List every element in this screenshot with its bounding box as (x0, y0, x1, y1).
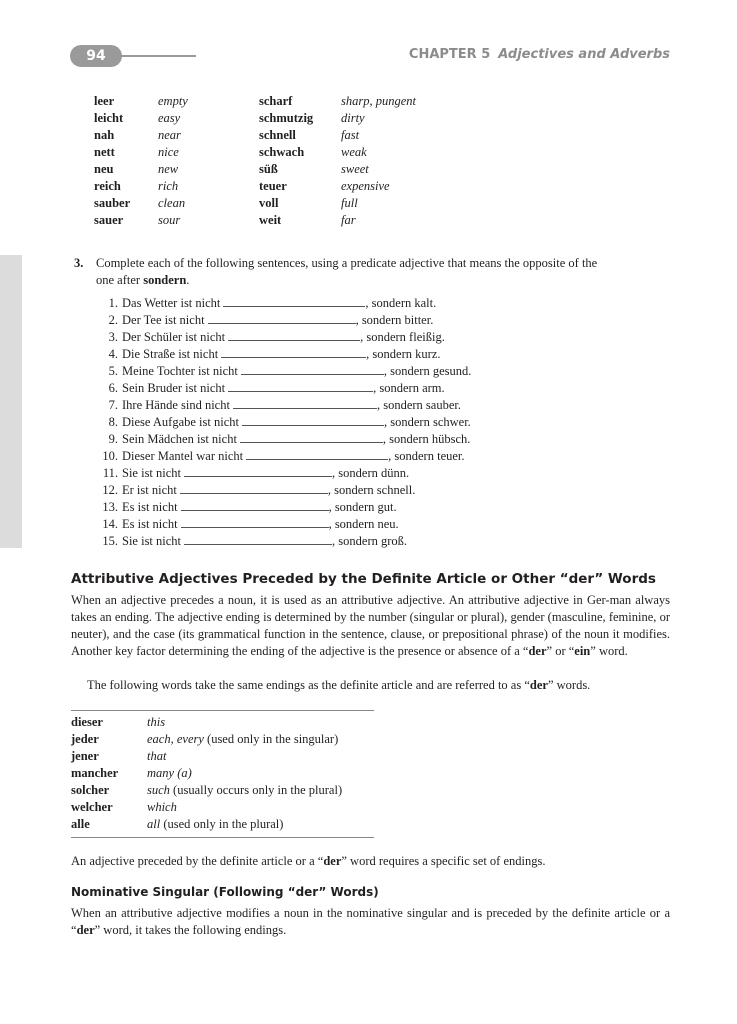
item-end: , sondern gut. (328, 500, 397, 514)
page-number-badge: 94 (70, 45, 122, 67)
exercise-item (94, 414, 471, 431)
item-start: Diese Aufgabe ist nicht (122, 415, 239, 429)
item-start: Sie ist nicht (122, 534, 182, 548)
instruction-period: . (186, 273, 190, 287)
answer-blank[interactable] (242, 414, 384, 426)
item-number: 7. (108, 398, 118, 412)
vocab-en: dirty (341, 111, 365, 125)
der-word: solcher (71, 783, 110, 797)
chapter-title: Adjectives and Adverbs (498, 47, 670, 62)
item-number: 11. (102, 466, 118, 480)
vocab-de: sauber (94, 196, 131, 210)
item-start: Der Schüler ist nicht (122, 330, 226, 344)
vocab-en: far (341, 213, 356, 227)
vocab-de: neu (94, 162, 114, 176)
meaning-note: (used only in the plural) (160, 817, 284, 831)
subsection-heading: Nominative Singular (Following “der” Words) (71, 885, 379, 899)
exercise-item (94, 516, 399, 533)
vocab-en: sharp, pungent (341, 94, 416, 108)
vocab-en: rich (158, 179, 179, 193)
vocab-de: schwach (259, 145, 305, 159)
answer-blank[interactable] (233, 397, 377, 409)
item-end: , sondern kalt. (365, 296, 437, 310)
der-meaning (147, 816, 283, 833)
exercise-item (94, 329, 445, 346)
chapter-label: CHAPTER 5 (408, 47, 491, 62)
vocab-en: full (341, 196, 358, 210)
vocab-en: weak (341, 145, 367, 159)
exercise-item (94, 431, 470, 448)
item-start: Es ist nicht (122, 517, 178, 531)
item-end: , sondern fleißig. (360, 330, 445, 344)
exercise-item (94, 465, 409, 482)
answer-blank[interactable] (180, 482, 328, 494)
para-keyword: der (528, 644, 547, 658)
exercise-item (94, 448, 465, 465)
page-edge-tab (0, 255, 22, 548)
item-end: , sondern schwer. (384, 415, 471, 429)
running-head (409, 47, 670, 62)
answer-blank[interactable] (208, 312, 356, 324)
vocab-de: schnell (259, 128, 296, 142)
item-number: 8. (108, 415, 118, 429)
para-text: When an attributive adjective modifies a noun in the nominative singular and is preceded by the definite article or a “ (71, 906, 670, 937)
der-meaning (147, 782, 342, 799)
section-heading: Attributive Adjectives Preceded by the Definite Article or Other “der” Words (71, 571, 656, 587)
item-number: 9. (108, 432, 118, 446)
meaning-gloss: such (147, 783, 170, 797)
meaning-gloss: many (a) (147, 766, 192, 780)
exercise-item (94, 482, 415, 499)
item-start: Ihre Hände sind nicht (122, 398, 230, 412)
item-end: , sondern kurz. (366, 347, 441, 361)
meaning-gloss: that (147, 749, 167, 763)
vocab-en: nice (158, 145, 179, 159)
answer-blank[interactable] (228, 380, 373, 392)
item-start: Es ist nicht (122, 500, 178, 514)
vocab-de: schmutzig (259, 111, 314, 125)
meaning-gloss: all (147, 817, 161, 831)
item-number: 6. (108, 381, 118, 395)
exercise-item (94, 363, 471, 380)
answer-blank[interactable] (241, 363, 384, 375)
der-word: alle (71, 817, 90, 831)
item-number: 2. (108, 313, 118, 327)
meaning-gloss: each, every (147, 732, 204, 746)
item-number: 4. (108, 347, 118, 361)
answer-blank[interactable] (181, 516, 329, 528)
meaning-note: (usually occurs only in the plural) (169, 783, 343, 797)
item-start: Meine Tochter ist nicht (122, 364, 238, 378)
item-end: , sondern neu. (328, 517, 399, 531)
item-end: , sondern gesund. (383, 364, 472, 378)
vocab-en: fast (341, 128, 360, 142)
vocab-en: sweet (341, 162, 369, 176)
der-meaning (147, 714, 165, 731)
instruction-keyword: sondern (143, 273, 187, 287)
answer-blank[interactable] (221, 346, 366, 358)
der-meaning (147, 765, 192, 782)
item-start: Er ist nicht (122, 483, 177, 497)
instruction-text: one after (96, 273, 141, 287)
vocab-en: empty (158, 94, 188, 108)
item-end: , sondern teuer. (388, 449, 465, 463)
item-end: , sondern arm. (373, 381, 445, 395)
answer-blank[interactable] (181, 499, 329, 511)
item-end: , sondern bitter. (355, 313, 434, 327)
section-paragraph (71, 853, 670, 870)
para-text: ” word requires a specific set of endings. (341, 854, 546, 868)
para-keyword: der (76, 923, 95, 937)
section-paragraph (71, 592, 670, 660)
para-text: ” word. (590, 644, 628, 658)
item-end: , sondern schnell. (327, 483, 416, 497)
item-number: 12. (102, 483, 118, 497)
der-meaning (147, 748, 166, 765)
vocab-de: leer (94, 94, 115, 108)
item-start: Sein Mädchen ist nicht (122, 432, 237, 446)
item-number: 13. (102, 500, 118, 514)
item-number: 10. (102, 449, 118, 463)
vocab-en: expensive (341, 179, 390, 193)
table-top-rule (71, 710, 374, 711)
answer-blank[interactable] (240, 431, 383, 443)
para-keyword: der (323, 854, 342, 868)
exercise-item (94, 397, 461, 414)
vocab-de: reich (94, 179, 121, 193)
exercise-item (94, 533, 407, 550)
para-text: An adjective preceded by the definite article or a “ (71, 854, 324, 868)
item-number: 5. (108, 364, 118, 378)
item-start: Sie ist nicht (122, 466, 182, 480)
meaning-note: (used only in the singular) (203, 732, 339, 746)
exercise-number: 3. (74, 256, 84, 270)
vocab-de: sauer (94, 213, 124, 227)
answer-blank[interactable] (228, 329, 360, 341)
item-number: 3. (108, 330, 118, 344)
para-text: ” or “ (546, 644, 575, 658)
der-word: jener (71, 749, 99, 763)
para-keyword: der (529, 678, 548, 692)
vocab-de: nett (94, 145, 115, 159)
item-start: Der Tee ist nicht (122, 313, 205, 327)
exercise-instruction (74, 255, 674, 289)
item-start: Dieser Mantel war nicht (122, 449, 244, 463)
instruction-line2 (74, 272, 674, 289)
para-keyword: ein (574, 644, 591, 658)
vocab-de: weit (259, 213, 282, 227)
der-word: mancher (71, 766, 119, 780)
item-start: Sein Bruder ist nicht (122, 381, 226, 395)
exercise-item (94, 295, 436, 312)
item-number: 15. (102, 534, 118, 548)
para-text: The following words take the same endings as the definite article and are referred to as “ (87, 678, 530, 692)
der-word: dieser (71, 715, 103, 729)
item-end: , sondern groß. (332, 534, 408, 548)
der-word: welcher (71, 800, 113, 814)
der-word: jeder (71, 732, 99, 746)
vocab-de: süß (259, 162, 278, 176)
der-meaning (147, 799, 177, 816)
vocab-en: near (158, 128, 181, 142)
item-start: Die Straße ist nicht (122, 347, 219, 361)
vocab-en: easy (158, 111, 181, 125)
exercise-item (94, 380, 445, 397)
meaning-gloss: this (147, 715, 166, 729)
subsection-paragraph (71, 905, 670, 939)
vocab-en: sour (158, 213, 181, 227)
item-end: , sondern sauber. (376, 398, 461, 412)
table-bottom-rule (71, 837, 374, 838)
para-text: When an adjective precedes a noun, it is used as an attributive adjective. An attributive adjective in Ger-man always takes an ending. The adjective ending is determined by the number (singular or plural), gender (masculine, feminine, or neuter), and the case (its grammatical function in the sentence, clause, or prepositional phrase) of the noun it modifies. Another key factor determining the ending of the adjective is the presence or absence of a “ (71, 593, 670, 658)
exercise-item (94, 499, 397, 516)
item-start: Das Wetter ist nicht (122, 296, 221, 310)
para-text: ” words. (547, 678, 591, 692)
vocab-de: nah (94, 128, 115, 142)
exercise-item (94, 346, 440, 363)
item-number: 1. (108, 296, 118, 310)
item-end: , sondern dünn. (332, 466, 410, 480)
item-end: , sondern hübsch. (382, 432, 471, 446)
header-rule (116, 55, 196, 57)
vocab-de: leicht (94, 111, 124, 125)
vocab-de: voll (259, 196, 279, 210)
section-paragraph (71, 677, 670, 694)
para-text: ” word, it takes the following endings. (94, 923, 287, 937)
vocab-de: scharf (259, 94, 293, 108)
item-number: 14. (102, 517, 118, 531)
answer-blank[interactable] (223, 295, 365, 307)
der-meaning (147, 731, 338, 748)
vocab-de: teuer (259, 179, 287, 193)
instruction-text: Complete each of the following sentences, using a predicate adjective that means the opposite of the (96, 256, 598, 270)
answer-blank[interactable] (184, 533, 332, 545)
vocab-en: clean (158, 196, 186, 210)
exercise-item (94, 312, 433, 329)
answer-blank[interactable] (246, 448, 388, 460)
answer-blank[interactable] (184, 465, 332, 477)
meaning-gloss: which (147, 800, 177, 814)
vocab-en: new (158, 162, 179, 176)
